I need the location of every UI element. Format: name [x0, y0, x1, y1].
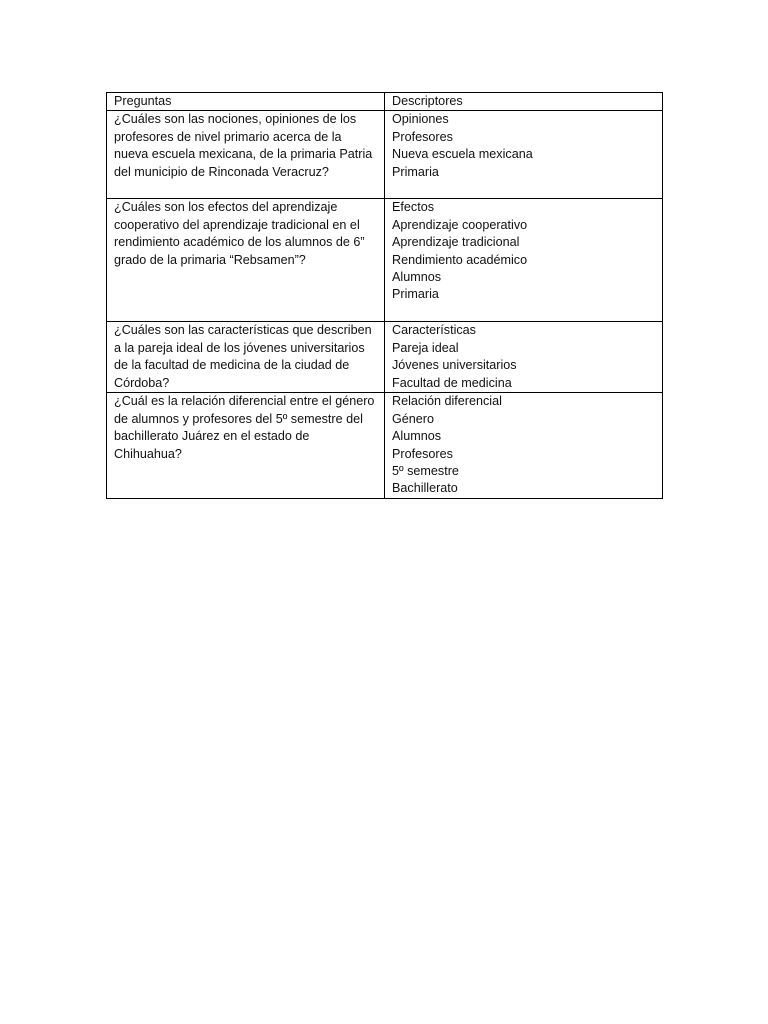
table-row [107, 199, 663, 322]
header-descriptors: Descriptores [385, 93, 663, 111]
descriptor-item: 5º semestre [392, 464, 459, 479]
descriptor-item: Nueva escuela mexicana [392, 147, 533, 162]
question-cell: ¿Cuáles son las nociones, opiniones de los profesores de nivel primario acerca de la nueva escuela mexicana, de la primaria Patria del municipio de Rinconada Veracruz? [107, 111, 385, 199]
descriptors-cell [385, 111, 663, 199]
descriptor-item: Características [392, 323, 476, 338]
descriptor-item: Opiniones [392, 112, 449, 127]
questions-descriptors-table [106, 92, 663, 499]
table-row [107, 322, 663, 393]
descriptor-item: Alumnos [392, 270, 441, 285]
descriptors-cell [385, 322, 663, 393]
descriptors-cell [385, 199, 663, 322]
descriptor-item: Primaria [392, 287, 439, 302]
descriptor-item: Pareja ideal [392, 340, 459, 355]
descriptor-item: Relación diferencial [392, 394, 502, 409]
descriptors-cell [385, 393, 663, 498]
table-header-row [107, 93, 663, 111]
descriptor-item: Aprendizaje cooperativo [392, 217, 528, 232]
descriptor-item: Primaria [392, 164, 439, 179]
descriptor-item: Rendimiento académico [392, 252, 528, 267]
table-row [107, 111, 663, 199]
question-cell: ¿Cuál es la relación diferencial entre el género de alumnos y profesores del 5º semestre del bachillerato Juárez en el estado de Chihuahua? [107, 393, 385, 498]
table-row [107, 393, 663, 498]
descriptor-item: Profesores [392, 129, 453, 144]
descriptor-item: Bachillerato [392, 481, 458, 496]
descriptor-item: Aprendizaje tradicional [392, 235, 520, 250]
question-cell: ¿Cuáles son las características que describen a la pareja ideal de los jóvenes universitarios de la facultad de medicina de la ciudad de Córdoba? [107, 322, 385, 393]
descriptor-item: Profesores [392, 446, 453, 461]
descriptor-item: Facultad de medicina [392, 375, 512, 390]
question-cell: ¿Cuáles son los efectos del aprendizaje cooperativo del aprendizaje tradicional en el rendimiento académico de los alumnos de 6” grado de la primaria “Rebsamen”? [107, 199, 385, 322]
descriptor-item: Efectos [392, 200, 434, 215]
descriptor-item: Jóvenes universitarios [392, 358, 517, 373]
descriptor-item: Alumnos [392, 429, 441, 444]
descriptor-item: Género [392, 411, 435, 426]
header-questions: Preguntas [107, 93, 385, 111]
